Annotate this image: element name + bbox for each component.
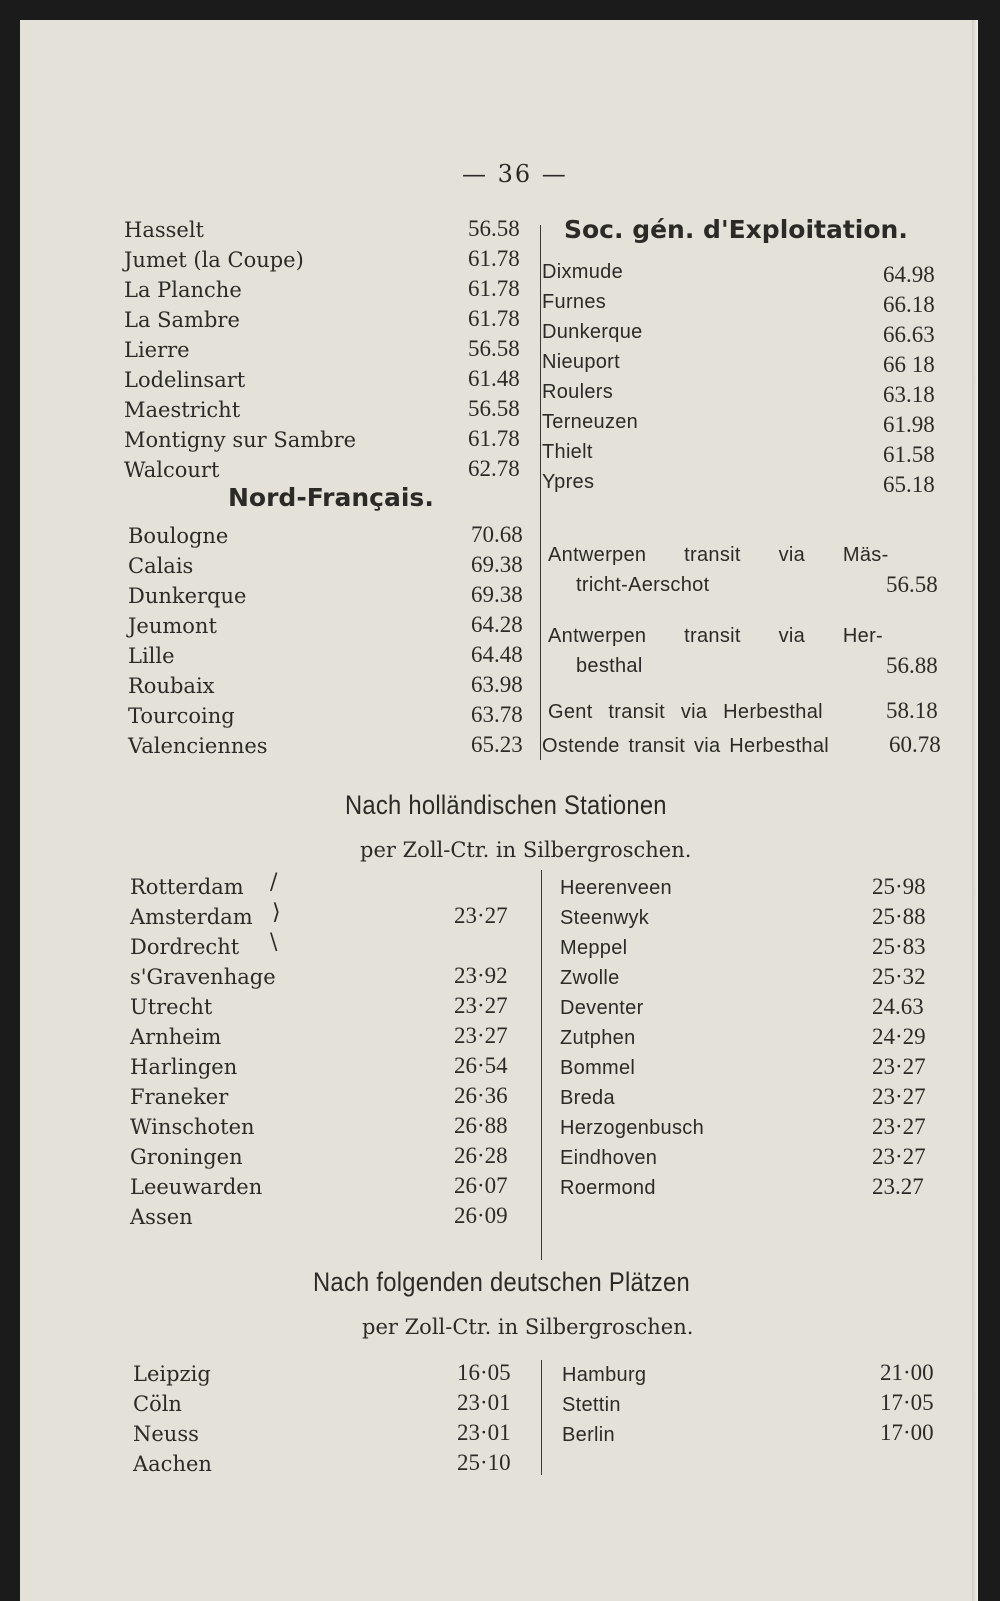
- station-name: Bommel: [560, 1057, 636, 1079]
- station-name: Calais: [128, 554, 194, 578]
- station-name: Hasselt: [124, 218, 204, 242]
- station-name: Dixmude: [542, 261, 624, 283]
- station-value: 26·88: [454, 1113, 508, 1138]
- station-value: 69.38: [471, 582, 523, 607]
- station-name: Ypres: [542, 471, 595, 493]
- station-value: 61.58: [883, 442, 935, 467]
- station-value: 26·28: [454, 1143, 508, 1168]
- place-name: Berlin: [562, 1424, 615, 1446]
- station-name: Dunkerque: [128, 584, 247, 608]
- station-value: 25·98: [872, 874, 926, 899]
- station-value: 23·27: [454, 1023, 508, 1048]
- transit-route-cont: tricht-Aerschot: [576, 574, 710, 596]
- station-value: 56.58: [468, 396, 520, 421]
- station-name: Jeumont: [128, 614, 217, 638]
- station-name: Furnes: [542, 291, 607, 313]
- station-name: Harlingen: [130, 1055, 238, 1079]
- station-name: Roulers: [542, 381, 614, 403]
- station-name: Roubaix: [128, 674, 215, 698]
- transit-value: 60.78: [889, 732, 941, 757]
- station-value: 23·27: [872, 1114, 926, 1139]
- station-name: La Sambre: [124, 308, 240, 332]
- station-name: Winschoten: [130, 1115, 255, 1139]
- place-name: Neuss: [133, 1422, 199, 1446]
- place-value: 21·00: [880, 1360, 934, 1385]
- bracket-mark: ⟩: [272, 900, 281, 925]
- station-value: 64.28: [471, 612, 523, 637]
- station-value: 65.23: [471, 732, 523, 757]
- station-name: Lodelinsart: [124, 368, 246, 392]
- station-name: Amsterdam: [130, 905, 253, 929]
- station-name: Arnheim: [130, 1025, 222, 1049]
- transit-value: 58.18: [886, 698, 938, 723]
- station-name: Roermond: [560, 1177, 656, 1199]
- column-divider: [540, 225, 541, 760]
- german-section-subtitle: per Zoll-Ctr. in Silbergroschen.: [362, 1315, 694, 1339]
- station-value: 66.63: [883, 322, 935, 347]
- station-value: 25·32: [872, 964, 926, 989]
- station-value: 61.78: [468, 426, 520, 451]
- column-divider: [541, 870, 542, 1260]
- nord-heading: Nord-Français.: [228, 483, 434, 512]
- transit-route: Gent transit via Herbesthal: [548, 701, 823, 723]
- station-name: Lille: [128, 644, 175, 668]
- station-name: Zwolle: [560, 967, 620, 989]
- station-name: Boulogne: [128, 524, 229, 548]
- station-value: 64.48: [471, 642, 523, 667]
- station-name: Terneuzen: [542, 411, 639, 433]
- station-name: Tourcoing: [128, 704, 235, 728]
- place-value: 25·10: [457, 1450, 511, 1475]
- station-value: 56.58: [468, 336, 520, 361]
- station-value: 25·83: [872, 934, 926, 959]
- station-name: Dunkerque: [542, 321, 643, 343]
- place-name: Leipzig: [133, 1362, 211, 1386]
- bracket-mark: \: [270, 930, 278, 955]
- station-value: 56.58: [468, 216, 520, 241]
- station-value: 69.38: [471, 552, 523, 577]
- transit-value: 56.58: [886, 572, 938, 597]
- station-value: 61.48: [468, 366, 520, 391]
- place-value: 17·00: [880, 1420, 934, 1445]
- station-value: 23.27: [872, 1174, 924, 1199]
- station-value: 62.78: [468, 456, 520, 481]
- station-value: 25·88: [872, 904, 926, 929]
- page-edge: [972, 20, 978, 1601]
- station-value: 65.18: [883, 472, 935, 497]
- bracket-mark: /: [270, 870, 278, 895]
- station-name: Nieuport: [542, 351, 620, 373]
- station-value: 63.98: [471, 672, 523, 697]
- station-value: 26·36: [454, 1083, 508, 1108]
- station-name: Deventer: [560, 997, 644, 1019]
- station-value: 23·27: [872, 1144, 926, 1169]
- place-value: 16·05: [457, 1360, 511, 1385]
- station-value: 63.18: [883, 382, 935, 407]
- place-value: 23·01: [457, 1390, 511, 1415]
- soc-heading: Soc. gén. d'Exploitation.: [564, 215, 908, 244]
- station-value: 23·92: [454, 963, 508, 988]
- station-name: s'Gravenhage: [130, 965, 276, 989]
- station-name: Lierre: [124, 338, 190, 362]
- station-name: La Planche: [124, 278, 242, 302]
- station-value: 61.98: [883, 412, 935, 437]
- place-name: Cöln: [133, 1392, 182, 1416]
- place-value: 23·01: [457, 1420, 511, 1445]
- page-number: — 36 —: [462, 160, 568, 188]
- station-name: Herzogenbusch: [560, 1117, 704, 1139]
- station-value: 23·27: [454, 993, 508, 1018]
- station-name: Maestricht: [124, 398, 241, 422]
- station-value: 26·09: [454, 1203, 508, 1228]
- transit-route-cont: besthal: [576, 655, 643, 677]
- column-divider: [541, 1360, 542, 1475]
- station-name: Breda: [560, 1087, 615, 1109]
- station-value: 61.78: [468, 306, 520, 331]
- station-value: 24.63: [872, 994, 924, 1019]
- station-name: Eindhoven: [560, 1147, 658, 1169]
- transit-route: Antwerpen transit via Mäs-: [548, 544, 889, 566]
- transit-route: Antwerpen transit via Her-: [548, 625, 884, 647]
- station-name: Meppel: [560, 937, 628, 959]
- station-value: 70.68: [471, 522, 523, 547]
- german-section-title: Nach folgenden deutschen Plätzen: [313, 1267, 690, 1297]
- dutch-section-subtitle: per Zoll-Ctr. in Silbergroschen.: [360, 838, 692, 862]
- station-value: 66.18: [883, 292, 935, 317]
- place-value: 17·05: [880, 1390, 934, 1415]
- station-value: 23·27: [872, 1054, 926, 1079]
- station-value: 61.78: [468, 246, 520, 271]
- station-name: Valenciennes: [128, 734, 268, 758]
- station-name: Assen: [130, 1205, 193, 1229]
- station-name: Utrecht: [130, 995, 213, 1019]
- place-name: Stettin: [562, 1394, 621, 1416]
- station-name: Rotterdam: [130, 875, 244, 899]
- station-name: Jumet (la Coupe): [124, 248, 304, 272]
- station-value: 66 18: [883, 352, 935, 377]
- station-name: Thielt: [542, 441, 593, 463]
- station-value: 24·29: [872, 1024, 926, 1049]
- station-value: 26·07: [454, 1173, 508, 1198]
- station-name: Steenwyk: [560, 907, 650, 929]
- book-page: [20, 20, 978, 1601]
- transit-value: 56.88: [886, 653, 938, 678]
- station-value: 23·27: [872, 1084, 926, 1109]
- dutch-section-title: Nach holländischen Stationen: [345, 790, 667, 820]
- place-name: Hamburg: [562, 1364, 647, 1386]
- station-name: Leeuwarden: [130, 1175, 263, 1199]
- station-name: Franeker: [130, 1085, 229, 1109]
- station-name: Walcourt: [124, 458, 220, 482]
- station-value: 63.78: [471, 702, 523, 727]
- station-name: Dordrecht: [130, 935, 240, 959]
- place-name: Aachen: [133, 1452, 212, 1476]
- station-value: 23·27: [454, 903, 508, 928]
- station-value: 26·54: [454, 1053, 508, 1078]
- station-value: 64.98: [883, 262, 935, 287]
- transit-route: Ostende transit via Herbesthal: [542, 735, 830, 757]
- station-name: Groningen: [130, 1145, 243, 1169]
- station-value: 61.78: [468, 276, 520, 301]
- station-name: Montigny sur Sambre: [124, 428, 357, 452]
- station-name: Heerenveen: [560, 877, 672, 899]
- station-name: Zutphen: [560, 1027, 636, 1049]
